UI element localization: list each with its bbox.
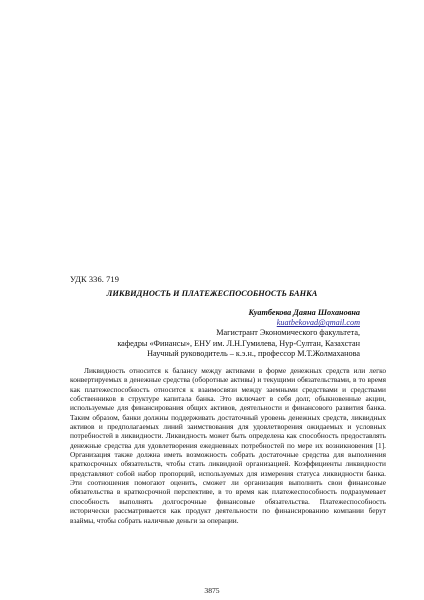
article-title: ЛИКВИДНОСТЬ И ПЛАТЕЖЕСПОСОБНОСТЬ БАНКА bbox=[106, 289, 318, 298]
author-block bbox=[90, 308, 360, 359]
page-number: 3875 bbox=[204, 586, 220, 595]
author-name: Куатбекова Даяна Шохановна bbox=[248, 308, 360, 317]
scientific-supervisor: Научный руководитель – к.э.н., профессор М.Т.Жолмаханова bbox=[147, 348, 360, 358]
udc-code: УДК 336. 719 bbox=[70, 275, 119, 284]
author-department: кафедры «Финансы», ЕНУ им. Л.Н.Гумилева, Нур-Султан, Казахстан bbox=[117, 338, 360, 348]
author-affiliation: Магистрант Экономического факультета, bbox=[216, 328, 360, 338]
body-paragraph bbox=[70, 366, 386, 525]
body-paragraph-text: Ликвидность относится к балансу между активами в форме денежных средств или легко конвертируемых в денежные средства (оборотные активы) и текущими обязательствами, в то время как платежеспособность относится к взаимосвязи между заемными средствами и средствами собственников в структуре капитала банка. Это включает в себя долг, обыкновенные акции, используемые для финансирования общих активов, деятельности и финансового развития банка. Таким образом, банки должны поддерживать достаточный уровень денежных средств, ликвидных активов и предполагаемых линий заимствования для удовлетворения ожидаемых и условных потребностей в ликвидности. Ликвидность может быть определена как способность предоставлять денежные средства для удовлетворения ежедневных потребностей по мере их возникновения [1]. Организация также должна иметь возможность собрать достаточные средства для выполнения краткосрочных обязательств, чтобы стать ликвидной организацией. Коэффициенты ликвидности представляют собой набор пропорций, используемых для измерения статуса ликвидности банка. Эти соотношения помогают оценить, сможет ли организация выполнить свои финансовые обязательства в краткосрочной перспективе, в то время как платежеспособность подразумевает способность выполнять долгосрочные финансовые обязательства. Платежеспособность исторически рассматривается как продукт деятельности по финансированию компании берут взаймы, чтобы собрать наличные деньги за операции. bbox=[70, 366, 386, 525]
author-email-link[interactable]: kuatbekovad@gmail.com bbox=[276, 318, 360, 328]
